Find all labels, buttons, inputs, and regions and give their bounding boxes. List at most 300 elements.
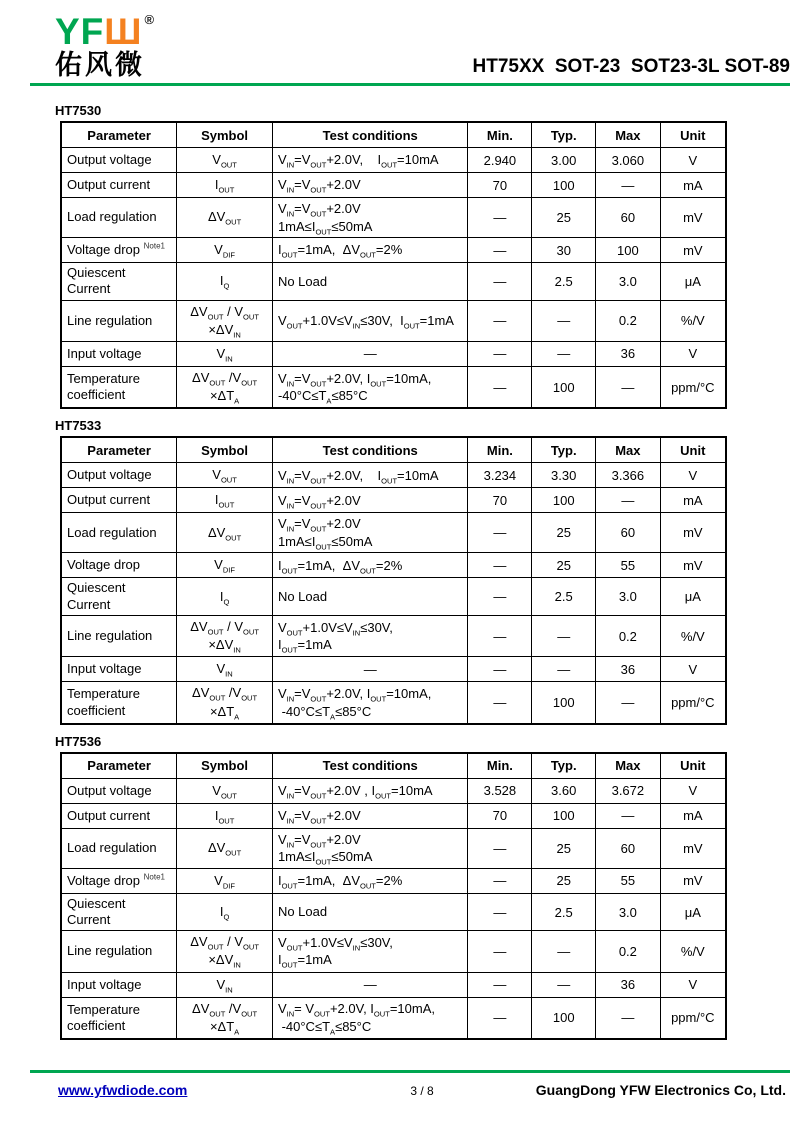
- symbol-cell: [177, 173, 273, 198]
- cond-cell: [272, 463, 468, 488]
- min-cell: —: [468, 682, 532, 724]
- symbol-line: $\Delta V_{OUT} / V_{OUT}$: [190, 303, 259, 322]
- symbol-line: $V_{DIF}$: [214, 872, 235, 891]
- unit-cell: %/V: [660, 615, 726, 656]
- min-cell: —: [468, 868, 532, 893]
- cond-line: —: [363, 346, 377, 362]
- param-cell: Line regulation: [61, 300, 177, 341]
- min-cell: —: [468, 997, 532, 1039]
- typ-cell: 25: [532, 828, 596, 868]
- typ-cell: 25: [532, 513, 596, 553]
- param-cell: Input voltage: [61, 341, 177, 366]
- cond-cell: [272, 615, 468, 656]
- min-cell: —: [468, 553, 532, 578]
- symbol-cell: [177, 463, 273, 488]
- param-cell: Voltage drop $^{Note1}$: [61, 868, 177, 893]
- column-header: Min.: [468, 437, 532, 463]
- tables-container: [0, 86, 800, 1040]
- cond-line: $V_{IN}=V_{OUT}+2.0V$: [277, 516, 361, 534]
- symbol-line: $\times\Delta V_{IN}$: [208, 952, 241, 971]
- max-cell: —: [596, 803, 661, 828]
- unit-cell: ppm/°C: [660, 682, 726, 724]
- cond-cell: [272, 972, 468, 997]
- column-header: Test conditions: [272, 437, 468, 463]
- unit-cell: μA: [660, 893, 726, 931]
- table-row: [61, 828, 726, 868]
- column-header: Test conditions: [272, 753, 468, 779]
- min-cell: —: [468, 657, 532, 682]
- symbol-line: $\times\Delta T_A$: [209, 703, 240, 722]
- symbol-cell: [177, 513, 273, 553]
- cond-cell: [272, 513, 468, 553]
- param-cell: Quiescent Current: [61, 263, 177, 301]
- cond-cell: [272, 997, 468, 1039]
- logo-wordmark: [55, 13, 155, 50]
- cond-line: $-40^\circ C\le T_A\le 85^\circ C$: [277, 1018, 372, 1037]
- unit-cell: mV: [660, 828, 726, 868]
- symbol-cell: [177, 893, 273, 931]
- symbol-cell: [177, 238, 273, 263]
- symbol-cell: [177, 578, 273, 616]
- cond-cell: [272, 198, 468, 238]
- symbol-cell: [177, 488, 273, 513]
- page-header: [0, 0, 800, 83]
- param-cell: Output current: [61, 173, 177, 198]
- max-cell: 0.2: [596, 300, 661, 341]
- max-cell: 3.0: [596, 893, 661, 931]
- unit-cell: ppm/°C: [660, 997, 726, 1039]
- symbol-line: $\Delta V_{OUT}$: [207, 524, 242, 543]
- column-header: Unit: [660, 437, 726, 463]
- min-cell: —: [468, 828, 532, 868]
- column-header: Symbol: [177, 122, 273, 148]
- table-row: [61, 173, 726, 198]
- min-cell: —: [468, 513, 532, 553]
- typ-cell: 25: [532, 198, 596, 238]
- unit-cell: V: [660, 657, 726, 682]
- cond-line: $1mA\le I_{OUT}\le 50mA$: [277, 533, 373, 552]
- min-cell: —: [468, 300, 532, 341]
- cond-line: $V_{IN}=V_{OUT}+2.0V$: [277, 201, 361, 219]
- cond-cell: [272, 778, 468, 803]
- max-cell: 60: [596, 513, 661, 553]
- param-cell: Voltage drop $^{Note1}$: [61, 238, 177, 263]
- typ-cell: 100: [532, 997, 596, 1039]
- column-header: Unit: [660, 122, 726, 148]
- cond-line: —: [363, 661, 377, 677]
- column-header: Min.: [468, 753, 532, 779]
- symbol-line: $I_Q$: [219, 588, 230, 607]
- symbol-line: $V_{OUT}$: [212, 467, 237, 485]
- symbol-cell: [177, 997, 273, 1039]
- cond-line: $I_{OUT}=1mA$, $\Delta V_{OUT}=2\%$: [277, 873, 403, 891]
- table-row: [61, 553, 726, 578]
- param-cell: Output voltage: [61, 778, 177, 803]
- cond-cell: [272, 238, 468, 263]
- cond-line: —: [363, 976, 377, 992]
- min-cell: 70: [468, 803, 532, 828]
- min-cell: —: [468, 972, 532, 997]
- cond-cell: [272, 341, 468, 366]
- unit-cell: V: [660, 148, 726, 173]
- symbol-line: $\Delta V_{OUT}$ $/V_{OUT}$: [192, 1000, 258, 1019]
- symbol-line: $\times\Delta T_A$: [209, 1018, 240, 1037]
- cond-line: No Load: [277, 273, 328, 289]
- cond-line: $V_{IN}=V_{OUT}+2.0V$: [277, 807, 361, 826]
- max-cell: 3.672: [596, 778, 661, 803]
- cond-line: $V_{IN}=V_{OUT}+2.0V$, $I_{OUT}=10mA$,: [277, 370, 432, 389]
- unit-cell: mV: [660, 553, 726, 578]
- cond-cell: [272, 148, 468, 173]
- table-row: [61, 682, 726, 724]
- cond-cell: [272, 173, 468, 198]
- unit-cell: %/V: [660, 931, 726, 972]
- symbol-cell: [177, 972, 273, 997]
- cond-cell: [272, 828, 468, 868]
- symbol-line: $\Delta V_{OUT}$: [207, 209, 242, 228]
- company-name: GuangDong YFW Electronics Co, Ltd.: [535, 1082, 786, 1098]
- column-header: Parameter: [61, 122, 177, 148]
- min-cell: 3.234: [468, 463, 532, 488]
- table-row: [61, 198, 726, 238]
- max-cell: 3.0: [596, 263, 661, 301]
- cond-line: $I_{OUT}=1mA$: [277, 637, 332, 655]
- cond-cell: [272, 931, 468, 972]
- header-row: [61, 753, 726, 779]
- typ-cell: 100: [532, 488, 596, 513]
- cond-cell: [272, 488, 468, 513]
- cond-line: $V_{IN}=V_{OUT}+2.0V$: [277, 831, 361, 850]
- table-row: [61, 931, 726, 972]
- min-cell: 3.528: [468, 778, 532, 803]
- max-cell: 3.366: [596, 463, 661, 488]
- document-title: HT75XX SOT-23 SOT23-3L SOT-89: [472, 56, 790, 77]
- cond-cell: [272, 263, 468, 301]
- symbol-cell: [177, 682, 273, 724]
- footer-row: [0, 1073, 800, 1098]
- cond-line: $I_{OUT}=1mA$, $\Delta V_{OUT}=2\%$: [277, 242, 403, 260]
- spec-table: [60, 752, 727, 1040]
- cond-line: $1mA\le I_{OUT}\le 50mA$: [277, 218, 373, 237]
- max-cell: 36: [596, 657, 661, 682]
- param-cell: Quiescent Current: [61, 893, 177, 931]
- typ-cell: 25: [532, 553, 596, 578]
- unit-cell: %/V: [660, 300, 726, 341]
- symbol-line: $\Delta V_{OUT} / V_{OUT}$: [190, 618, 259, 637]
- symbol-line: $V_{IN}$: [216, 661, 233, 679]
- cond-cell: [272, 578, 468, 616]
- table-row: [61, 513, 726, 553]
- symbol-line: $I_Q$: [219, 903, 230, 922]
- column-header: Unit: [660, 753, 726, 779]
- symbol-line: $V_{DIF}$: [214, 242, 235, 260]
- cond-line: $V_{IN}=V_{OUT}+2.0V$ , $I_{OUT}=10mA$: [277, 782, 433, 801]
- unit-cell: μA: [660, 578, 726, 616]
- max-cell: 3.060: [596, 148, 661, 173]
- param-cell: Input voltage: [61, 972, 177, 997]
- unit-cell: mA: [660, 173, 726, 198]
- unit-cell: mV: [660, 868, 726, 893]
- param-cell: Load regulation: [61, 513, 177, 553]
- column-header: Typ.: [532, 437, 596, 463]
- typ-cell: 100: [532, 366, 596, 408]
- header-row: [61, 122, 726, 148]
- symbol-line: $V_{IN}$: [216, 976, 233, 995]
- table-row: [61, 238, 726, 263]
- cond-line: $V_{OUT}+1.0V\le V_{IN}\le 30V$,: [277, 934, 393, 953]
- symbol-cell: [177, 828, 273, 868]
- param-cell: Input voltage: [61, 657, 177, 682]
- symbol-cell: [177, 300, 273, 341]
- symbol-cell: [177, 615, 273, 656]
- table-row: [61, 972, 726, 997]
- typ-cell: 3.00: [532, 148, 596, 173]
- unit-cell: mV: [660, 198, 726, 238]
- symbol-line: $I_{OUT}$: [214, 176, 235, 195]
- typ-cell: —: [532, 972, 596, 997]
- param-cell: Output current: [61, 488, 177, 513]
- table-row: [61, 893, 726, 931]
- column-header: Typ.: [532, 122, 596, 148]
- unit-cell: V: [660, 341, 726, 366]
- cond-line: $V_{IN}=V_{OUT}+2.0V$, $I_{OUT}=10mA$: [277, 152, 439, 170]
- min-cell: —: [468, 263, 532, 301]
- unit-cell: mA: [660, 488, 726, 513]
- unit-cell: μA: [660, 263, 726, 301]
- website-link[interactable]: www.yfwdiode.com: [58, 1082, 188, 1098]
- min-cell: —: [468, 893, 532, 931]
- cond-cell: [272, 868, 468, 893]
- brand-logo: [55, 13, 155, 79]
- typ-cell: —: [532, 341, 596, 366]
- column-header: Min.: [468, 122, 532, 148]
- table-title: HT7533: [55, 418, 102, 434]
- logo-yf-text: YF: [55, 11, 105, 52]
- max-cell: 36: [596, 972, 661, 997]
- table-title: HT7536: [55, 733, 102, 749]
- symbol-cell: [177, 263, 273, 301]
- spec-table: [60, 121, 727, 409]
- column-header: Max: [596, 437, 661, 463]
- typ-cell: 25: [532, 868, 596, 893]
- cond-line: $V_{IN}=V_{OUT}+2.0V$: [277, 177, 361, 195]
- symbol-cell: [177, 553, 273, 578]
- column-header: Typ.: [532, 753, 596, 779]
- max-cell: 60: [596, 198, 661, 238]
- min-cell: —: [468, 341, 532, 366]
- param-cell: Load regulation: [61, 828, 177, 868]
- typ-cell: —: [532, 615, 596, 656]
- column-header: Symbol: [177, 753, 273, 779]
- param-cell: Output voltage: [61, 463, 177, 488]
- min-cell: 70: [468, 488, 532, 513]
- cond-line: $V_{IN}=V_{OUT}+2.0V$, $I_{OUT}=10mA$: [277, 467, 439, 486]
- table-row: [61, 300, 726, 341]
- cond-line: $1mA\le I_{OUT}\le 50mA$: [277, 849, 373, 867]
- symbol-line: $I_{OUT}$: [214, 492, 235, 510]
- max-cell: 0.2: [596, 615, 661, 656]
- param-cell: Temperature coefficient: [61, 997, 177, 1039]
- param-cell: Line regulation: [61, 931, 177, 972]
- max-cell: 55: [596, 868, 661, 893]
- unit-cell: ppm/°C: [660, 366, 726, 408]
- max-cell: —: [596, 682, 661, 724]
- table-row: [61, 778, 726, 803]
- table-row: [61, 488, 726, 513]
- column-header: Max: [596, 753, 661, 779]
- max-cell: 36: [596, 341, 661, 366]
- min-cell: —: [468, 198, 532, 238]
- typ-cell: 2.5: [532, 263, 596, 301]
- typ-cell: —: [532, 657, 596, 682]
- symbol-line: $V_{IN}$: [216, 345, 233, 364]
- symbol-line: $V_{OUT}$: [212, 151, 237, 170]
- symbol-cell: [177, 803, 273, 828]
- cond-line: $V_{IN}=V_{OUT}+2.0V$, $I_{OUT}=10mA$,: [277, 685, 432, 704]
- logo-chinese-name: 佑风微: [55, 50, 145, 80]
- typ-cell: 100: [532, 682, 596, 724]
- typ-cell: 100: [532, 173, 596, 198]
- symbol-cell: [177, 657, 273, 682]
- table-row: [61, 148, 726, 173]
- unit-cell: mV: [660, 238, 726, 263]
- cond-cell: [272, 366, 468, 408]
- typ-cell: 2.5: [532, 578, 596, 616]
- param-cell: Temperature coefficient: [61, 366, 177, 408]
- symbol-line: $\times\Delta V_{IN}$: [208, 637, 241, 655]
- unit-cell: mA: [660, 803, 726, 828]
- spec-table: [60, 436, 727, 724]
- symbol-cell: [177, 341, 273, 366]
- max-cell: —: [596, 997, 661, 1039]
- symbol-cell: [177, 778, 273, 803]
- symbol-line: $\Delta V_{OUT}$: [207, 840, 242, 858]
- table-row: [61, 578, 726, 616]
- min-cell: 2.940: [468, 148, 532, 173]
- table-section: [55, 418, 800, 724]
- param-cell: Load regulation: [61, 198, 177, 238]
- cond-line: No Load: [277, 904, 328, 920]
- min-cell: 70: [468, 173, 532, 198]
- symbol-line: $I_Q$: [219, 273, 230, 291]
- cond-line: $V_{IN}= V_{OUT}+2.0V$, $I_{OUT}=10mA$,: [277, 1001, 435, 1019]
- page-footer: [0, 1070, 800, 1098]
- unit-cell: V: [660, 463, 726, 488]
- typ-cell: 30: [532, 238, 596, 263]
- cond-cell: [272, 893, 468, 931]
- cond-line: No Load: [277, 588, 328, 604]
- typ-cell: 3.30: [532, 463, 596, 488]
- cond-line: $V_{OUT}+1.0V\le V_{IN}\le 30V$,: [277, 619, 393, 638]
- cond-cell: [272, 682, 468, 724]
- page-number: 3 / 8: [410, 1084, 434, 1098]
- cond-line: $I_{OUT}=1mA$, $\Delta V_{OUT}=2\%$: [277, 557, 403, 576]
- symbol-line: $\Delta V_{OUT}$ $/V_{OUT}$: [192, 369, 258, 388]
- typ-cell: 100: [532, 803, 596, 828]
- symbol-line: $\times\Delta T_A$: [209, 388, 240, 406]
- unit-cell: mV: [660, 513, 726, 553]
- table-section: [55, 103, 800, 409]
- table-row: [61, 868, 726, 893]
- table-row: [61, 366, 726, 408]
- cond-cell: [272, 300, 468, 341]
- table-row: [61, 657, 726, 682]
- max-cell: 0.2: [596, 931, 661, 972]
- param-cell: Quiescent Current: [61, 578, 177, 616]
- symbol-line: $V_{DIF}$: [214, 557, 235, 575]
- symbol-line: $\Delta V_{OUT} / V_{OUT}$: [190, 934, 259, 952]
- unit-cell: V: [660, 972, 726, 997]
- symbol-line: $V_{OUT}$: [212, 782, 237, 801]
- table-row: [61, 803, 726, 828]
- cond-line: $-40^\circ C\le T_A\le 85^\circ C$: [277, 703, 372, 722]
- column-header: Parameter: [61, 437, 177, 463]
- min-cell: —: [468, 615, 532, 656]
- max-cell: —: [596, 366, 661, 408]
- table-section: [55, 734, 800, 1040]
- table-row: [61, 615, 726, 656]
- column-header: Test conditions: [272, 122, 468, 148]
- param-cell: Output voltage: [61, 148, 177, 173]
- min-cell: —: [468, 931, 532, 972]
- column-header: Parameter: [61, 753, 177, 779]
- registered-trademark-icon: ®: [144, 12, 156, 27]
- table-row: [61, 997, 726, 1039]
- cond-line: $V_{IN}=V_{OUT}+2.0V$: [277, 492, 361, 511]
- table-row: [61, 341, 726, 366]
- column-header: Max: [596, 122, 661, 148]
- typ-cell: —: [532, 300, 596, 341]
- cond-line: $-40^\circ C\le T_A\le 85^\circ C$: [277, 388, 368, 406]
- max-cell: 55: [596, 553, 661, 578]
- logo-w-glyph: Ш: [104, 11, 143, 52]
- typ-cell: 3.60: [532, 778, 596, 803]
- param-cell: Voltage drop: [61, 553, 177, 578]
- cond-cell: [272, 657, 468, 682]
- unit-cell: V: [660, 778, 726, 803]
- cond-cell: [272, 553, 468, 578]
- table-row: [61, 263, 726, 301]
- symbol-line: $I_{OUT}$: [214, 807, 235, 826]
- column-header: Symbol: [177, 437, 273, 463]
- max-cell: 3.0: [596, 578, 661, 616]
- cond-line: $V_{OUT}+1.0V\le V_{IN}\le 30V$, $I_{OUT}=1mA$: [277, 313, 454, 331]
- max-cell: —: [596, 488, 661, 513]
- symbol-line: $\Delta V_{OUT}$ $/V_{OUT}$: [192, 685, 258, 703]
- symbol-cell: [177, 366, 273, 408]
- symbol-line: $\times\Delta V_{IN}$: [208, 321, 241, 340]
- min-cell: —: [468, 366, 532, 408]
- max-cell: 100: [596, 238, 661, 263]
- table-row: [61, 463, 726, 488]
- symbol-cell: [177, 198, 273, 238]
- max-cell: —: [596, 173, 661, 198]
- cond-line: $I_{OUT}=1mA$: [277, 952, 332, 971]
- typ-cell: —: [532, 931, 596, 972]
- symbol-cell: [177, 931, 273, 972]
- min-cell: —: [468, 238, 532, 263]
- typ-cell: 2.5: [532, 893, 596, 931]
- symbol-cell: [177, 868, 273, 893]
- min-cell: —: [468, 578, 532, 616]
- cond-cell: [272, 803, 468, 828]
- max-cell: 60: [596, 828, 661, 868]
- param-cell: Temperature coefficient: [61, 682, 177, 724]
- symbol-cell: [177, 148, 273, 173]
- param-cell: Line regulation: [61, 615, 177, 656]
- table-title: HT7530: [55, 103, 102, 118]
- param-cell: Output current: [61, 803, 177, 828]
